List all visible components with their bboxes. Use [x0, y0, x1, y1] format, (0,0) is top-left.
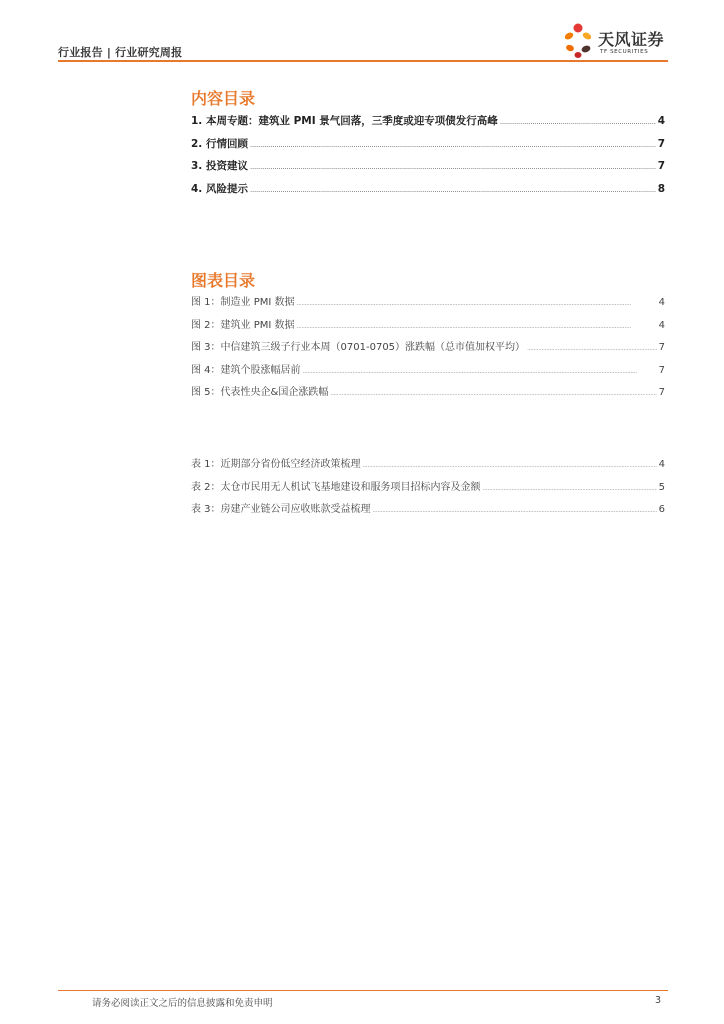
contents-title: 内容目录 [191, 89, 256, 108]
toc-entry[interactable]: 4. 风险提示 ..... 8 [191, 178, 665, 201]
dot-leader [330, 383, 656, 406]
table-entry[interactable]: 表 3：房建产业链公司应收账款受益梳理 ..... 6 [191, 499, 665, 522]
disclaimer-text: 请务必阅读正文之后的信息披露和免责申明 [92, 998, 273, 1009]
footer-divider [58, 990, 668, 991]
dot-leader [363, 455, 657, 478]
table-entry[interactable]: 表 1：近期部分省份低空经济政策梳理 ..... 4 [191, 454, 665, 477]
dot-leader [297, 293, 657, 316]
figure-entry[interactable]: 图 3：中信建筑三级子行业本周（0701-0705）涨跌幅（总市值加权平均） ..... 7 [191, 337, 665, 360]
contents-list [191, 110, 665, 200]
dot-leader [250, 134, 656, 157]
figure-entry[interactable]: 图 4：建筑个股涨幅居前 ..... 7 [191, 360, 665, 383]
dot-leader [250, 179, 656, 202]
page-number: 3 [655, 995, 662, 1006]
dot-leader [297, 316, 657, 339]
charts-title: 图表目录 [191, 271, 256, 290]
dot-leader [303, 361, 657, 384]
toc-entry[interactable]: 3. 投资建议 ..... 7 [191, 155, 665, 178]
figure-entry[interactable]: 图 5：代表性央企&国企涨跌幅 ..... 7 [191, 382, 665, 405]
toc-entry[interactable]: 2. 行情回顾 ..... 7 [191, 133, 665, 156]
figure-list [191, 292, 665, 405]
dot-leader [500, 111, 656, 134]
toc-entry[interactable]: 1. 本周专题：建筑业 PMI 景气回落，三季度或迎专项债发行高峰 ..... 4 [191, 110, 665, 133]
dot-leader [373, 500, 657, 523]
dot-leader [483, 478, 657, 501]
table-list [191, 454, 665, 522]
flower-logo-icon [560, 22, 596, 60]
table-entry[interactable]: 表 2：太仓市民用无人机试飞基地建设和服务项目招标内容及金额 ..... 5 [191, 477, 665, 500]
company-logo: 天风证券 TF SECURITIES [560, 22, 668, 60]
figure-entry[interactable]: 图 1：制造业 PMI 数据 ..... 4 [191, 292, 665, 315]
figure-entry[interactable]: 图 2：建筑业 PMI 数据 ..... 4 [191, 315, 665, 338]
dot-leader [250, 156, 656, 179]
header-divider [58, 60, 668, 62]
dot-leader [527, 338, 657, 361]
report-category: 行业报告 | 行业研究周报 [58, 46, 183, 59]
page-header [58, 22, 668, 62]
